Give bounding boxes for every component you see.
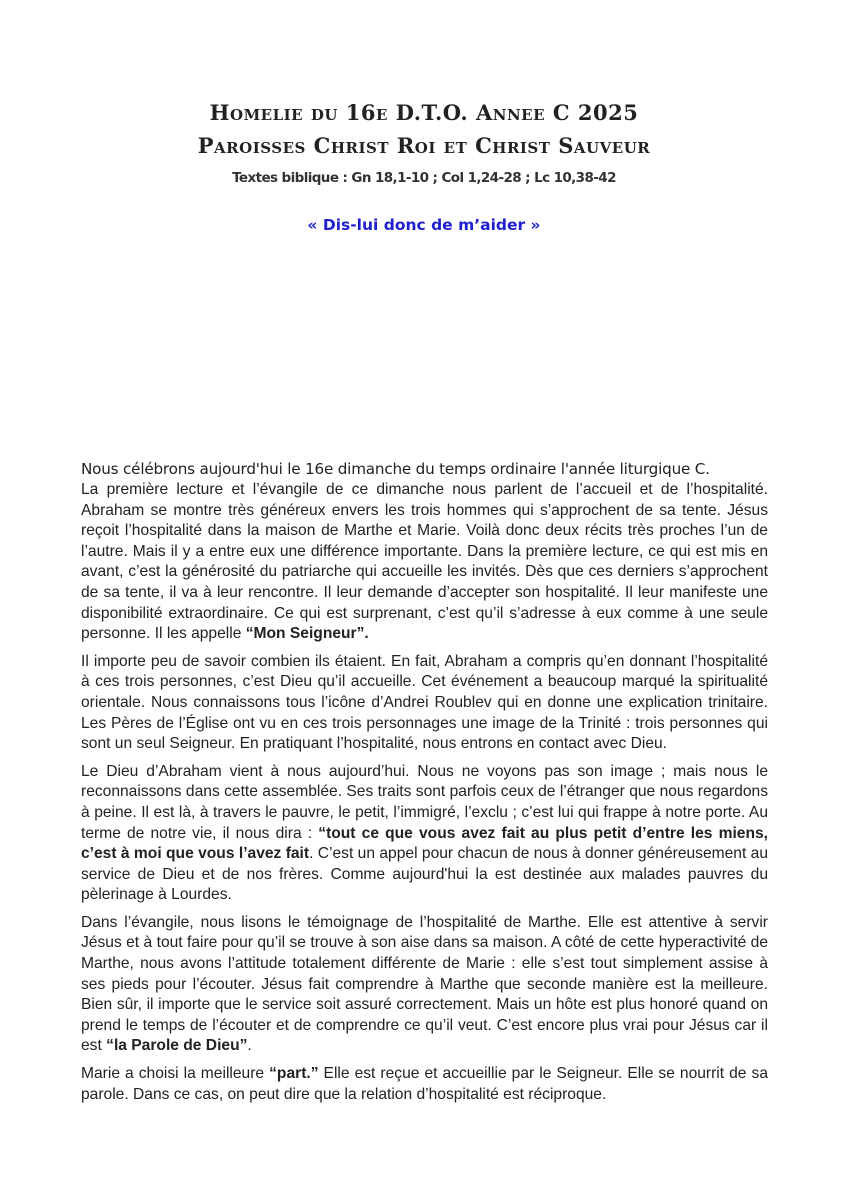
paragraph-1: La première lecture et l’évangile de ce dimanche nous parlent de l’accueil et de l’hospitalité. Abraham se montre très généreux envers les trois hommes qui s’approchent de sa tente. Jésus reçoit l’hospitalité dans la maison de Marthe et Marie. Voilà donc deux récits très proches l’un de l’autre. Mais il y a entre eux une différence importante. Dans la première lecture, ce qui est mis en avant, c’est la générosité du patriarche qui accueille les invités. Dès que ces derniers s’approchent de sa tente, il va à leur rencontre. Il leur demande d’accepter son hospitalité. Il leur manifeste une disponibilité extraordinaire. Ce qui est surprenant, c’est qu’il s’adresse à eux comme à une seule personne. Il les appelle “Mon Seigneur”. xyxy=(81,481,768,643)
bold-phrase: “part.” xyxy=(269,1065,319,1083)
bold-phrase: “la Parole de Dieu” xyxy=(106,1037,248,1055)
paragraph-2: Il importe peu de savoir combien ils étaient. En fait, Abraham a compris qu’en donnant l’hospitalité à ces trois personnes, c’est Dieu qu’il accueille. Cet événement a beaucoup marqué la spiritualité orientale. Nous connaissons tous l’icône d’Andrei Roublev qui en donne une explication trinitaire. Les Pères de l’Église ont vu en ces trois personnages une image de la Trinité : trois personnes qui sont un seul Seigneur. En pratiquant l’hospitalité, nous entrons en contact avec Dieu. xyxy=(81,652,768,753)
bold-phrase: “tout ce que vous avez fait au plus petit d’entre les miens, c’est à moi que vous l’avez fait xyxy=(81,824,768,863)
biblical-references: Textes biblique : Gn 18,1-10 ; Col 1,24-28 ; Lc 10,38-42 xyxy=(232,170,616,186)
homily-quote: « Dis-lui donc de m’aider » xyxy=(307,216,541,234)
homily-body xyxy=(81,458,768,1105)
document-subtitle-parishes: Paroisses Christ Roi et Christ Sauveur xyxy=(197,133,651,158)
paragraph-5: Marie a choisi la meilleure “part.” Elle est reçue et accueillie par le Seigneur. Elle se nourrit de sa parole. Dans ce cas, on peut dire que la relation d’hospitalité est réciproque. xyxy=(81,1065,768,1103)
paragraph-3: Le Dieu d’Abraham vient à nous aujourd’hui. Nous ne voyons pas son image ; mais nous le reconnaissons dans cette assemblée. Ses traits sont parfois ceux de l’étranger que nous regardons à peine. Il est là, à travers le pauvre, le petit, l’immigré, l’exclu ; c’est lui qui frappe à notre porte. Au terme de notre vie, il nous dira : “tout ce que vous avez fait au plus petit d’entre les miens, c’est à moi que vous l’avez fait. C’est un appel pour chacun de nous à donner généreusement au service de Dieu et de nos frères. Comme aujourd'hui la est destinée aux malades pauvres du pèlerinage à Lourdes. xyxy=(81,762,769,904)
bold-phrase: “Mon Seigneur”. xyxy=(245,625,369,643)
document-title: Homelie du 16e D.T.O. Annee C 2025 xyxy=(209,100,639,125)
intro-line: Nous célébrons aujourd'hui le 16e dimanche du temps ordinaire l'année liturgique C. xyxy=(81,460,710,478)
paragraph-4: Dans l’évangile, nous lisons le témoignage de l’hospitalité de Marthe. Elle est attentive à servir Jésus et à tout faire pour qu’il se trouve à son aise dans sa maison. A côté de cette hyperactivité de Marthe, nous avons l’attitude totalement différente de Marie : elle s’est tout simplement assise à ses pieds pour l’écouter. Jésus fait comprendre à Marthe que seconde manière est la meilleure. Bien sûr, il importe que le service soit assuré correctement. Mais un hôte est plus honoré quand on prend le temps de l’écouter et de comprendre ce qu’il veut. C’est encore plus vrai pour Jésus car il est “la Parole de Dieu”. xyxy=(81,913,768,1055)
